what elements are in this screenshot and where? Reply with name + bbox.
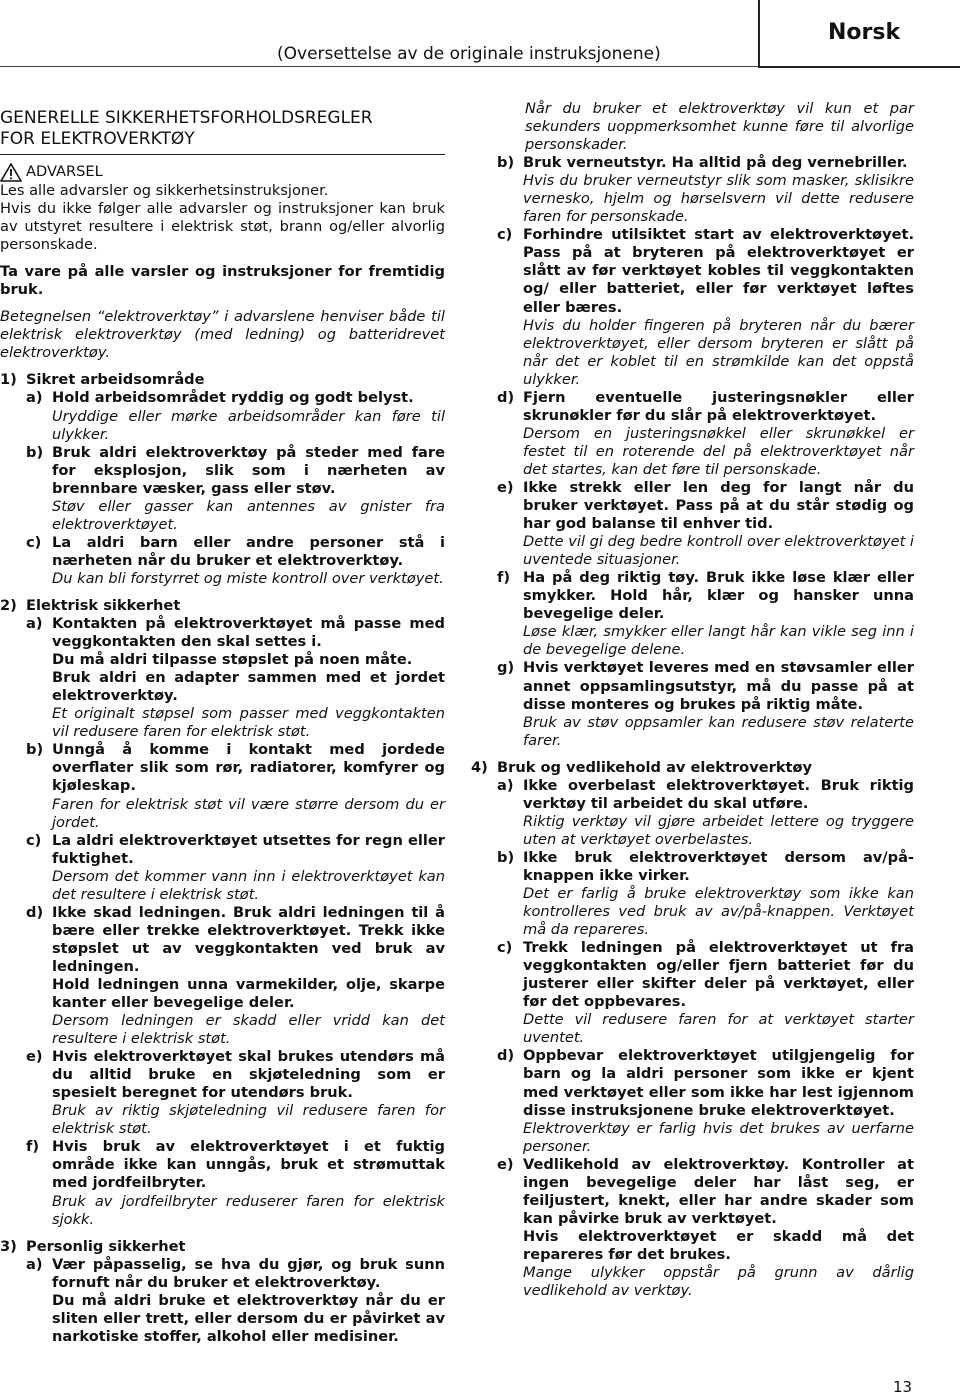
s1-item-b: b) Bruk aldri elektroverktøy på steder med fare for eksplosjon, slik som i nærheten av brennbare væsker, gass eller støv. Støv eller gasser kan antennes av gnister fra elektroverktøyet. — [26, 443, 445, 533]
s2-item-f: f) Hvis bruk av elektroverktøyet i et fuktig område ikke kan unngås, bruk et strømuttak med jordfeilbryter. Bruk av jordfeilbryter reduserer faren for elektrisk sjokk. — [26, 1138, 445, 1228]
s4-item-c: c) Trekk ledningen på elektroverktøyet ut fra veggkontakten og/eller fjern batteriet før du justerer eller skifter deler på verktøyet, eller før det oppbevares. Dette vil redusere faren for at verktøyet starter uventet. — [497, 939, 914, 1047]
s4-item-e: e) Vedlikehold av elektroverktøy. Kontroller at ingen bevegelige deler har låst seg, er feiljustert, knekt, eller har andre skader som kan påvirke bruk av verktøyet. Hvis elektroverktøyet er skadd må det repareres før det brukes. Mange ulykker oppstår på grunn av dårlig vedlikehold av verktøy. — [497, 1155, 914, 1300]
s4-item-d: d) Oppbevar elektroverktøyet utilgjengelig for barn og la aldri personer som ikke er kjent med verktøyet eller som ikke har lest igjennom disse instruksjonene bruke elektroverktøyet. Elektroverktøy er farlig hvis det brukes av uerfarne personer. — [497, 1047, 914, 1155]
s2-item-e: e) Hvis elektroverktøyet skal brukes utendørs må du alltid bruke en skjøteledning som er spesielt beregnet for utendørs bruk. Bruk av riktig skjøteledning vil redusere faren for elektrisk støt. — [26, 1048, 445, 1138]
s2-item-c: c) La aldri elektroverktøyet utsettes for regn eller fuktighet. Dersom det kommer vann inn i elektroverktøyet kan det resultere i elektrisk støt. — [26, 831, 445, 903]
term-definition: Betegnelsen “elektroverktøy” i advarslene henviser både til elektrisk elektroverktøy (med ledning) og batteridrevet elektroverktøy. — [0, 308, 445, 362]
right-column — [471, 100, 914, 1300]
s3-item-f: f) Ha på deg riktig tøy. Bruk ikke løse klær eller smykker. Hold hår, klær og hansker unna bevegelige deler. Løse klær, smykker eller langt hår kan vikle seg inn i de bevegelige delene. — [497, 569, 914, 659]
s2-item-d: d) Ikke skad ledningen. Bruk aldri ledningen til å bære eller trekke elektroverktøyet. Trekk ikke støpslet ut av veggkontakten ved bruk av ledningen. Hold ledningen unna varmekilder, olje, skarpe kanter eller bevegelige deler. Dersom ledningen er skadd eller vridd kan det resultere i elektrisk støt. — [26, 903, 445, 1048]
s1-item-c: c) La aldri barn eller andre personer stå i nærheten når du bruker et elektroverktøy. Du kan bli forstyrret og miste kontroll over verktøyet. — [26, 533, 445, 587]
section-title-line1: GENERELLE SIKKERHETSFORHOLDSREGLER — [0, 108, 373, 128]
warning-triangle-icon — [0, 163, 22, 182]
s4-item-b: b) Ikke bruk elektroverktøyet dersom av/på-knappen ikke virker. Det er farlig å bruke elektroverktøy som ikke kan kontrolleres ved bruk av av/på-knappen. Verktøyet må da repareres. — [497, 848, 914, 939]
section-2-heading: 2) Elektrisk sikkerhet — [0, 596, 181, 614]
s4-item-a: a) Ikke overbelast elektroverktøyet. Bruk riktig verktøy til arbeidet du skal utføre. Riktig verktøy vil gjøre arbeidet lettere og tryggere uten at verktøyet overbelastes. — [497, 776, 914, 848]
header-subtitle: (Oversettelse av de originale instruksjonene) — [277, 44, 661, 64]
s2-item-b: b) Unngå å komme i kontakt med jordede overflater slik som rør, radiatorer, komfyrer og kjøleskap. Faren for elektrisk støt vil være større dersom du er jordet. — [26, 741, 445, 831]
warning-heading: Les alle advarsler og sikkerhetsinstruksjoner. — [0, 182, 329, 199]
page-number: 13 — [893, 1378, 913, 1396]
s3-item-e: e) Ikke strekk eller len deg for langt når du bruker verktøyet. Pass på at du står stødig og har god balanse til enhver tid. Dette vil gi deg bedre kontroll over elektroverktøyet i uventede situasjoner. — [497, 478, 914, 569]
warning-text: Hvis du ikke følger alle advarsler og instruksjoner kan bruk av utstyret resultere i elektrisk støt, brann og/eller alvorlig personskade. — [0, 200, 445, 254]
language-tab — [758, 0, 960, 68]
s3-item-a: a) Vær påpasselig, se hva du gjør, og bruk sunn fornuft når du bruker et elektroverktøy. Du må aldri bruke et elektroverktøy når du er sliten eller trett, eller dersom du er påvirket av narkotiske stoffer, alkohol eller medisiner. — [26, 1255, 445, 1345]
s2-item-a: a) Kontakten på elektroverktøyet må passe med veggkontakten den skal settes i. Du må aldri tilpasse støpslet på noen måte. Bruk aldri en adapter sammen med et jordet elektroverktøy. Et originalt støpsel som passer med veggkontakten vil redusere faren for elektrisk støt. — [26, 615, 445, 741]
s3-item-c: c) Forhindre utilsiktet start av elektroverktøyet. Pass på at bryteren på elektroverktøyet er slått av før verktøyet kobles til veggkontakten og/ eller batteriet, eller før verktøyet løftes eller bæres. Hvis du holder fingeren på bryteren når du bærer elektroverktøyet, eller dersom bryteren er slått på når det er koblet til en strømkilde kan det oppstå ulykker. — [497, 226, 914, 388]
s3-item-g: g) Hvis verktøyet leveres med en støvsamler eller annet oppsamlingsutstyr, må du passe på at disse monteres og brukes på riktig måte. Bruk av støv oppsamler kan redusere støv relaterte farer. — [497, 659, 914, 749]
left-column — [0, 108, 445, 1346]
section-title-line2: FOR ELEKTROVERKTØY — [0, 129, 195, 149]
s1-item-a: a) Hold arbeidsområdet ryddig og godt belyst. Uryddige eller mørke arbeidsområder kan føre til ulykker. — [26, 389, 445, 443]
language-label: Norsk — [828, 20, 901, 45]
s3-item-d: d) Fjern eventuelle justeringsnøkler eller skrunøkler før du slår på elektroverktøyet. Dersom en justeringsnøkkel eller skrunøkkel er festet til en roterende del på elektroverktøyet når det startes, kan det føre til personskade. — [497, 388, 914, 478]
keep-instructions: Ta vare på alle varsler og instruksjoner for fremtidig bruk. — [0, 263, 445, 299]
title-divider — [0, 154, 445, 155]
section-1-heading: 1) Sikret arbeidsområde — [0, 371, 205, 389]
warning-row — [0, 163, 445, 182]
warning-label: ADVARSEL — [26, 163, 103, 181]
s3-item-b: b) Bruk verneutstyr. Ha alltid på deg vernebriller. Hvis du bruker verneutstyr slik som masker, sklisikre vernesko, hjelm og hørselsvern vil dette redusere faren for personskade. — [497, 154, 914, 226]
section-3-heading: 3) Personlig sikkerhet — [0, 1237, 186, 1255]
header-divider — [0, 66, 758, 67]
s3-item-a-continued: Når du bruker et elektroverktøy vil kun et par sekunders uoppmerksomhet kunne føre til alvorlige personskader. — [525, 100, 914, 154]
section-4-heading: 4) Bruk og vedlikehold av elektroverktøy — [471, 758, 813, 776]
